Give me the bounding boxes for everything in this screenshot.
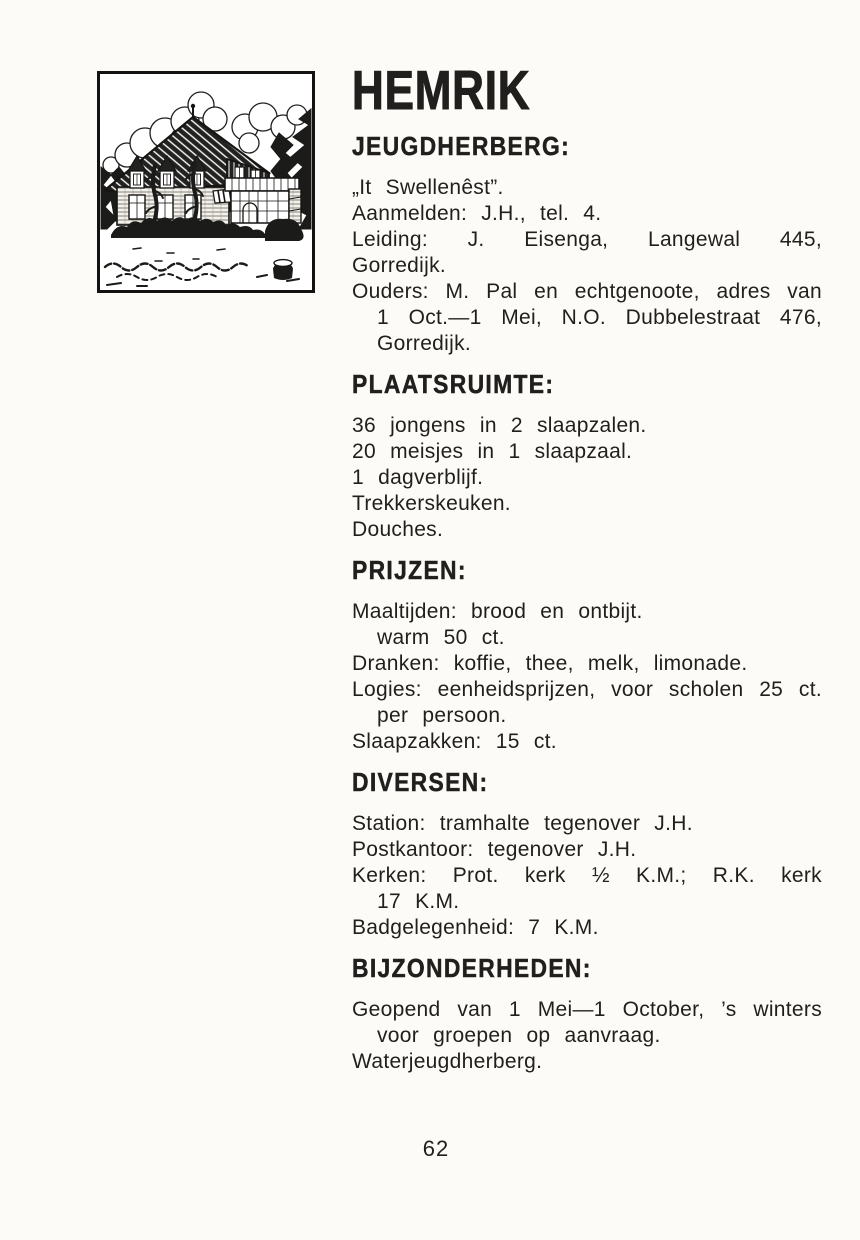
text-line: Dranken: koffie, thee, melk, limonade.	[352, 652, 748, 675]
text-line: 1 dagverblijf.	[352, 466, 484, 489]
text-line: „It Swellenêst”.	[352, 176, 504, 199]
section-prijzen	[352, 555, 822, 755]
text-line: Trekkerskeuken.	[352, 492, 511, 515]
text-line: Gorredijk.	[377, 332, 472, 355]
text-line: Geopend van 1 Mei—1 October, ’s winters	[352, 998, 822, 1021]
content-column	[352, 59, 822, 1087]
text-line: Waterjeugdherberg.	[352, 1050, 543, 1073]
text-line: Badgelegenheid: 7 K.M.	[352, 916, 599, 939]
section-bijzonderheden	[352, 953, 822, 1075]
text-line: Douches.	[352, 518, 444, 541]
text-line: Logies: eenheidsprijzen, voor scholen 25 ct.	[352, 678, 822, 701]
page-title: HEMRIK	[352, 59, 531, 121]
text-line: Station: tramhalte tegenover J.H.	[352, 812, 693, 835]
text-line: voor groepen op aanvraag.	[377, 1024, 661, 1047]
text-line: per persoon.	[377, 704, 507, 727]
section-heading: PRIJZEN:	[352, 555, 467, 585]
text-line: Slaapzakken: 15 ct.	[352, 730, 557, 753]
text-line: Kerken: Prot. kerk ½ K.M.; R.K. kerk	[352, 864, 822, 887]
text-line: 1 Oct.—1 Mei, N.O. Dubbelestraat 476,	[377, 306, 822, 329]
hostel-illustration	[97, 71, 315, 293]
section-heading: PLAATSRUIMTE:	[352, 369, 555, 399]
section-heading: JEUGDHERBERG:	[352, 131, 571, 161]
text-line: Aanmelden: J.H., tel. 4.	[352, 202, 602, 225]
text-line: Leiding: J. Eisenga, Langewal 445, Gorredijk.	[352, 228, 822, 277]
text-line: Ouders: M. Pal en echtgenoote, adres van	[352, 280, 822, 303]
house-woodcut-image	[97, 71, 315, 293]
text-line: 36 jongens in 2 slaapzalen.	[352, 414, 647, 437]
text-line: Postkantoor: tegenover J.H.	[352, 838, 637, 861]
text-line: Maaltijden: brood en ontbijt.	[352, 600, 643, 623]
section-plaatsruimte	[352, 369, 822, 543]
section-heading: BIJZONDERHEDEN:	[352, 953, 592, 983]
text-line: warm 50 ct.	[377, 626, 505, 649]
text-line: 17 K.M.	[377, 890, 460, 913]
tree-stump	[273, 260, 293, 280]
conservatory	[225, 178, 301, 223]
page-number: 62	[422, 1136, 450, 1161]
section-heading: DIVERSEN:	[352, 767, 489, 797]
text-line: 20 meisjes in 1 slaapzaal.	[352, 440, 633, 463]
section-jeugdherberg	[352, 131, 822, 357]
section-diversen	[352, 767, 822, 941]
